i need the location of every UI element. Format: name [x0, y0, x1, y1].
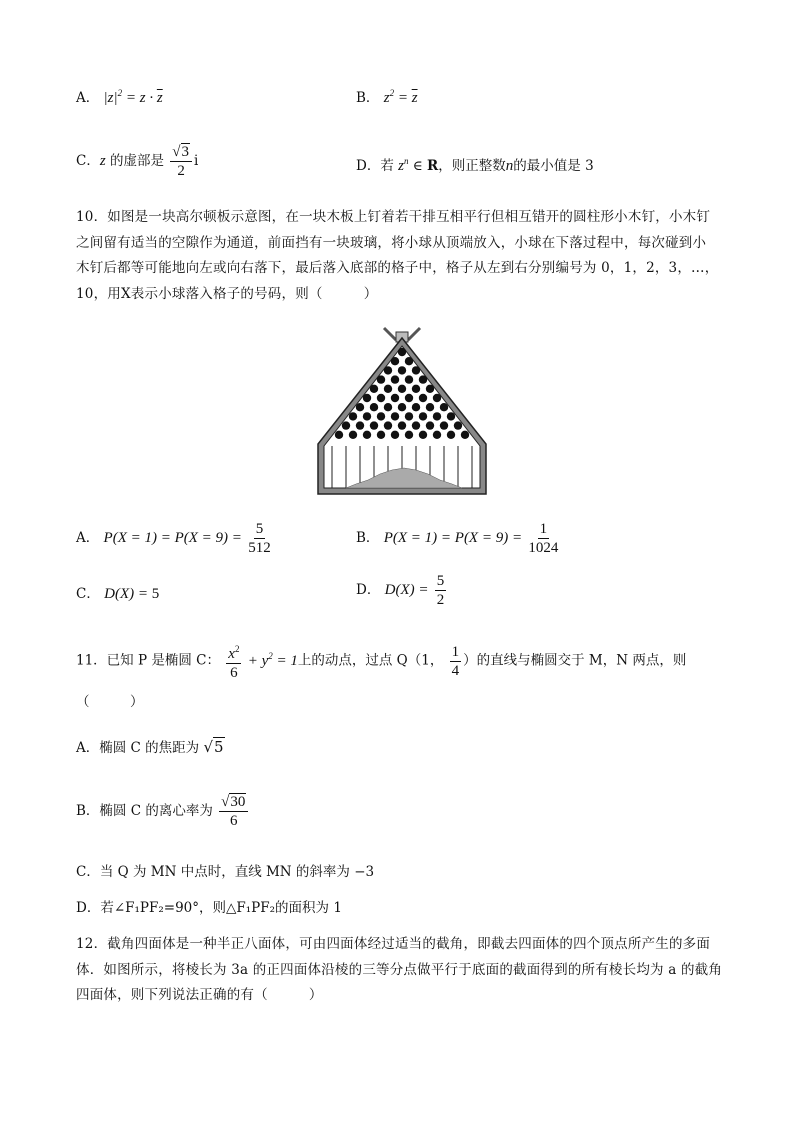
galton-peg — [405, 357, 413, 365]
q11-stem: 11．已知 P 是椭圆 C： $\frac{x^2}{6}$ + $y^2 = 1$上的动点，过点 Q（1， $\frac{1}{4}$ ）的直线与椭圆交于 M，N 两点，则 — [76, 640, 686, 682]
q11-option-c: C．当 Q 为 MN 中点时，直线 MN 的斜率为 −3 — [76, 864, 375, 880]
q11-stem-paren: （ ） — [76, 694, 144, 710]
galton-peg — [377, 431, 385, 439]
galton-peg — [363, 394, 371, 402]
galton-peg — [405, 431, 413, 439]
galton-peg — [412, 403, 420, 411]
q9-option-b: B． $z^2 = \overline{z}$ — [356, 88, 418, 106]
galton-peg — [447, 431, 455, 439]
galton-peg — [356, 421, 364, 429]
galton-peg — [419, 394, 427, 402]
galton-peg — [433, 412, 441, 420]
galton-peg — [398, 366, 406, 374]
q11-option-d: D．若∠F₁PF₂=90°，则△F₁PF₂的面积为 1 — [76, 900, 342, 916]
q10-option-a: A． P(X = 1) = P(X = 9) = $\frac{5}{512}$ — [76, 521, 271, 556]
galton-peg — [440, 403, 448, 411]
galton-peg — [377, 394, 385, 402]
q9-option-d: D．若 $z^n$ ∈ R，则正整数n的最小值是 3 — [356, 156, 594, 174]
galton-peg — [398, 348, 406, 356]
galton-peg — [391, 431, 399, 439]
galton-peg — [461, 431, 469, 439]
galton-peg — [447, 412, 455, 420]
galton-peg — [426, 421, 434, 429]
galton-peg — [405, 412, 413, 420]
galton-board-figure — [316, 324, 488, 496]
q10-option-b: B． P(X = 1) = P(X = 9) = $\frac{1}{1024}$ — [356, 521, 559, 556]
galton-peg — [433, 394, 441, 402]
galton-peg — [405, 394, 413, 402]
galton-peg — [426, 403, 434, 411]
galton-peg — [419, 412, 427, 420]
galton-peg — [454, 421, 462, 429]
galton-peg — [398, 403, 406, 411]
galton-peg — [391, 394, 399, 402]
galton-peg — [440, 421, 448, 429]
galton-peg — [391, 375, 399, 383]
galton-peg — [391, 412, 399, 420]
galton-peg — [363, 412, 371, 420]
galton-peg — [384, 385, 392, 393]
galton-peg — [412, 366, 420, 374]
galton-peg — [370, 403, 378, 411]
q10-stem: 10．如图是一块高尔顿板示意图，在一块木板上钉着若干排互相平行但相互错开的圆柱形小木钉，小木钉 之间留有适当的空隙作为通道，前面挡有一块玻璃，将小球从顶端放入，小球在下落过程中，每次碰到小 木钉后都等可能地向左或向右落下，最后落入底部的格子中，格子从左到右分别编号为 0，1，2，3，…， 10，用X表示小球落入格子的号码，则（ ） — [76, 209, 719, 302]
q9-option-a: A． $|z|^2 = z \cdot \overline{z}$ — [76, 88, 163, 106]
galton-peg — [405, 375, 413, 383]
galton-peg — [391, 357, 399, 365]
galton-peg — [419, 375, 427, 383]
q12-stem: 12．截角四面体是一种半正八面体，可由四面体经过适当的截角，即截去四面体的四个顶点所产生的多面 体．如图所示，将棱长为 3a 的正四面体沿棱的三等分点做平行于底面的截面得到的所有棱长均为 a 的截角 四面体，则下列说法正确的有（ ） — [76, 936, 723, 1003]
galton-peg — [384, 366, 392, 374]
galton-peg — [412, 421, 420, 429]
galton-peg — [412, 385, 420, 393]
galton-peg — [370, 385, 378, 393]
q10-option-d: D． D(X) = $\frac{5}{2}$ — [356, 573, 445, 608]
galton-peg — [419, 431, 427, 439]
q11-option-a: A．椭圆 C 的焦距为 √5 — [76, 738, 224, 756]
galton-peg — [349, 431, 357, 439]
galton-peg — [426, 385, 434, 393]
galton-peg — [349, 412, 357, 420]
galton-peg — [377, 412, 385, 420]
galton-peg — [384, 403, 392, 411]
q10-option-c: C． D(X) = 5 — [76, 586, 160, 602]
galton-peg — [384, 421, 392, 429]
galton-peg — [342, 421, 350, 429]
galton-peg — [398, 421, 406, 429]
q9-option-c: C．z 的虚部是 $\frac{√3}{2}$ i — [76, 144, 199, 179]
galton-peg — [335, 431, 343, 439]
galton-peg — [370, 421, 378, 429]
galton-peg — [356, 403, 364, 411]
galton-peg — [433, 431, 441, 439]
q11-option-b: B．椭圆 C 的离心率为 $\frac{√30}{6}$ — [76, 793, 250, 830]
galton-peg — [377, 375, 385, 383]
galton-peg — [398, 385, 406, 393]
galton-peg — [363, 431, 371, 439]
